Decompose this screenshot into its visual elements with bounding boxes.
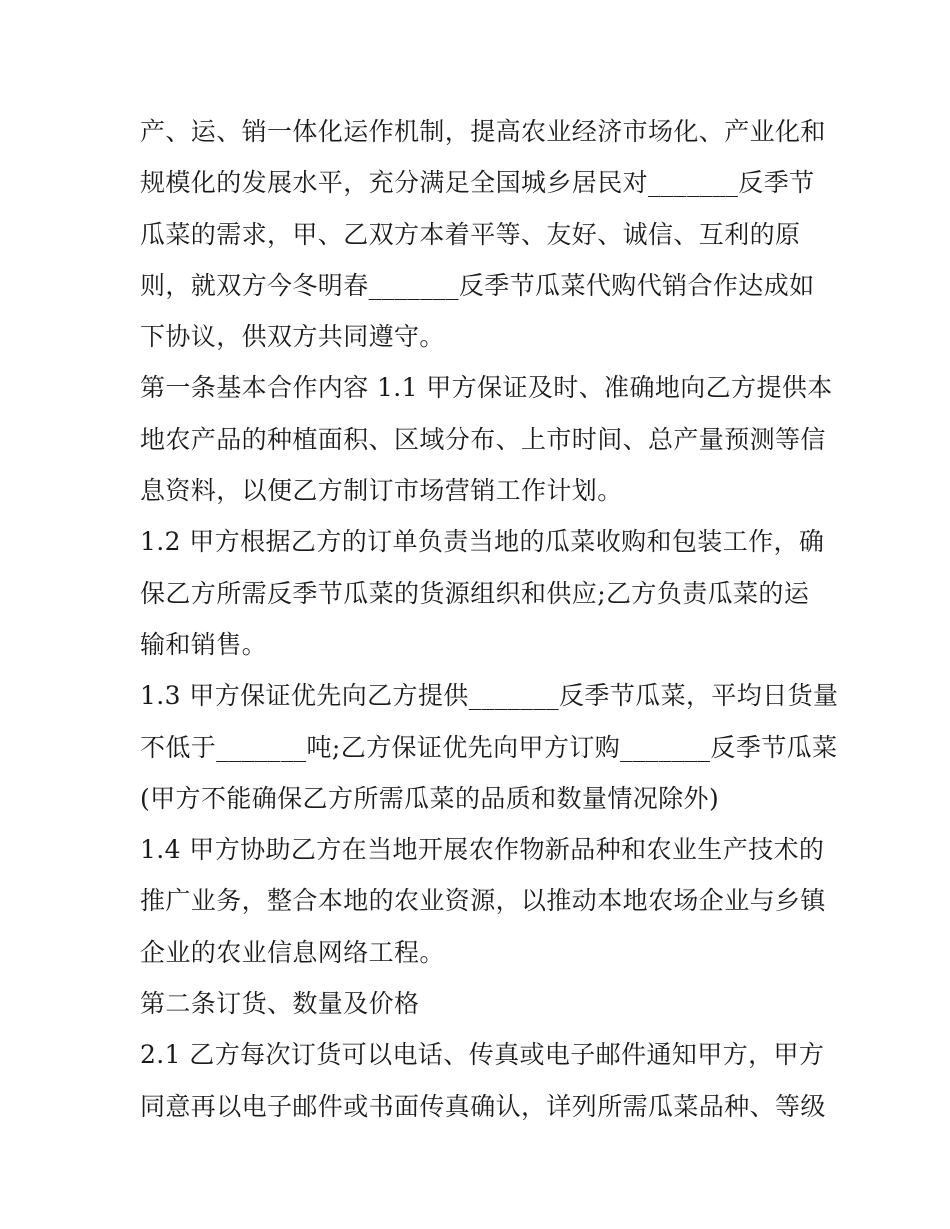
text-line: (甲方不能确保乙方所需瓜菜的品质和数量情况除外): [140, 783, 720, 813]
text-line: 不低于_______吨;乙方保证优先向甲方订购_______反季节瓜菜: [140, 732, 838, 762]
text-line: 下协议，供双方共同遵守。: [140, 322, 445, 352]
text-line: 2.1 乙方每次订货可以电话、传真或电子邮件通知甲方，甲方: [140, 1040, 825, 1070]
text-line: 规模化的发展水平，充分满足全国城乡居民对_______反季节: [140, 168, 815, 198]
text-line: 企业的农业信息网络工程。: [140, 937, 445, 967]
text-line: 输和销售。: [140, 629, 268, 659]
text-line: 同意再以电子邮件或书面传真确认，详列所需瓜菜品种、等级: [140, 1091, 826, 1121]
text-line: 第一条基本合作内容 1.1 甲方保证及时、准确地向乙方提供本: [140, 373, 833, 403]
text-line: 保乙方所需反季节瓜菜的货源组织和供应;乙方负责瓜菜的运: [140, 578, 810, 608]
text-line: 则，就双方今冬明春_______反季节瓜菜代购代销合作达成如: [140, 270, 815, 300]
text-line: 1.2 甲方根据乙方的订单负责当地的瓜菜收购和包装工作，确: [140, 527, 825, 557]
text-line: 推广业务，整合本地的农业资源，以推动本地农场企业与乡镇: [140, 886, 826, 916]
text-line: 1.4 甲方协助乙方在当地开展农作物新品种和农业生产技术的: [140, 835, 825, 865]
text-line: 第二条订货、数量及价格: [140, 989, 420, 1019]
text-line: 息资料，以便乙方制订市场营销工作计划。: [140, 476, 623, 506]
text-line: 产、运、销一体化运作机制，提高农业经济市场化、产业化和: [140, 117, 826, 146]
text-line: 瓜菜的需求，甲、乙双方本着平等、友好、诚信、互利的原: [140, 219, 801, 249]
text-line: 地农产品的种植面积、区域分布、上市时间、总产量预测等信: [140, 424, 826, 454]
text-line: 1.3 甲方保证优先向乙方提供_______反季节瓜菜，平均日货量: [140, 681, 839, 711]
contract-body-text: [140, 106, 839, 1132]
